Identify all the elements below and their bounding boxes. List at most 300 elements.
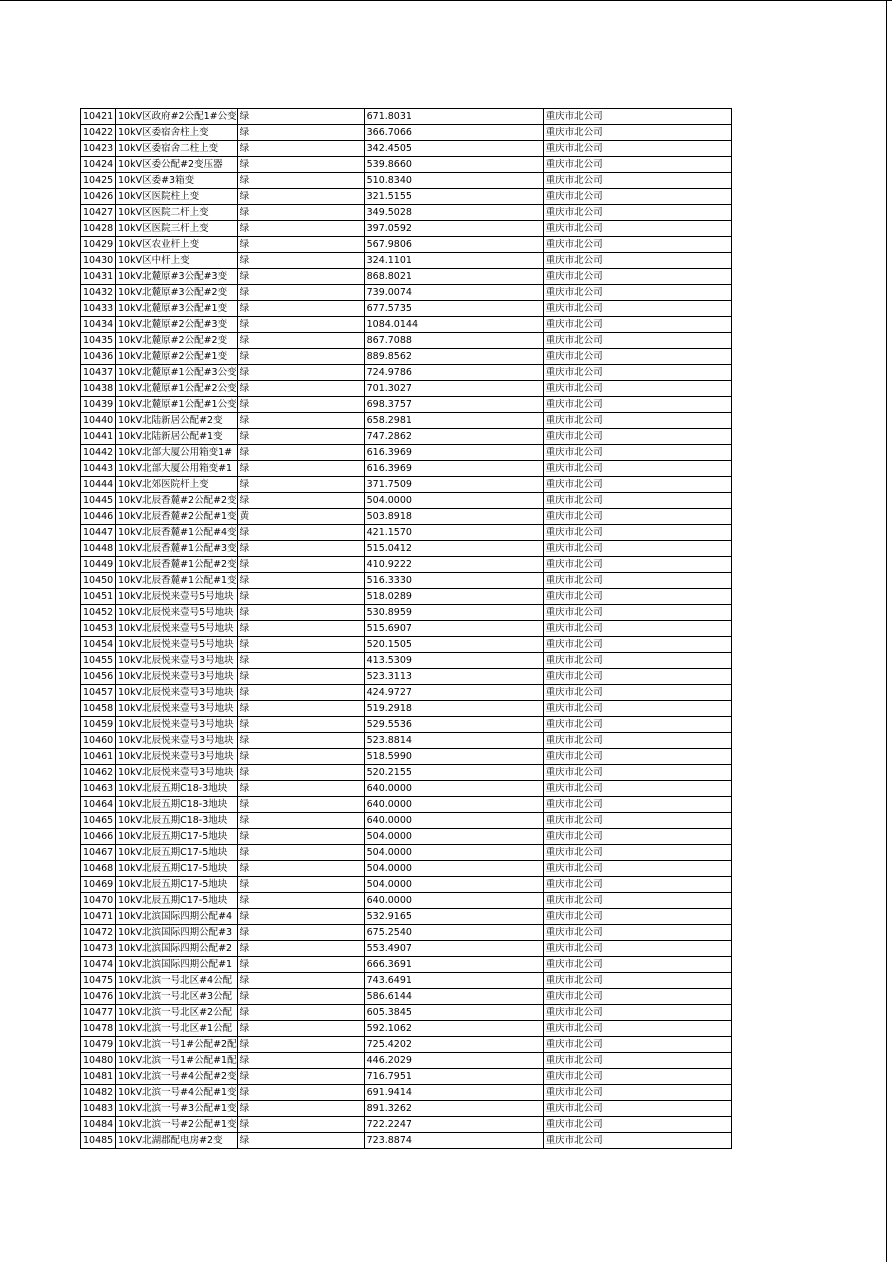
device-name-cell: 10kV北麓原#2公配#1变 (116, 349, 238, 365)
value-cell: 722.2247 (364, 1117, 543, 1133)
device-name-cell: 10kV北辰悦来壹号3号地块 (116, 653, 238, 669)
table-row (81, 1133, 732, 1149)
value-cell: 867.7088 (364, 333, 543, 349)
value-cell: 640.0000 (364, 781, 543, 797)
device-name-cell: 10kV北辰香麓#1公配#1变 (116, 573, 238, 589)
row-id-cell: 10436 (81, 349, 116, 365)
table-row (81, 1037, 732, 1053)
status-color-cell: 绿 (237, 301, 364, 317)
table-row (81, 317, 732, 333)
status-color-cell: 绿 (237, 813, 364, 829)
device-name-cell: 10kV北部大厦公用箱变1# (116, 445, 238, 461)
row-id-cell: 10468 (81, 861, 116, 877)
row-id-cell: 10483 (81, 1101, 116, 1117)
company-cell: 重庆市北公司 (543, 221, 731, 237)
row-id-cell: 10481 (81, 1069, 116, 1085)
device-name-cell: 10kV北辰悦来壹号3号地块 (116, 669, 238, 685)
row-id-cell: 10466 (81, 829, 116, 845)
device-name-cell: 10kV北陆新居公配#2变 (116, 413, 238, 429)
value-cell: 586.6144 (364, 989, 543, 1005)
status-color-cell: 绿 (237, 701, 364, 717)
table-row (81, 269, 732, 285)
table-row (81, 685, 732, 701)
value-cell: 539.8660 (364, 157, 543, 173)
device-name-cell: 10kV北辰悦来壹号5号地块 (116, 589, 238, 605)
table-body (81, 109, 732, 1149)
status-color-cell: 绿 (237, 525, 364, 541)
table-row (81, 461, 732, 477)
device-name-cell: 10kV北辰悦来壹号5号地块 (116, 621, 238, 637)
company-cell: 重庆市北公司 (543, 813, 731, 829)
company-cell: 重庆市北公司 (543, 525, 731, 541)
table-row (81, 509, 732, 525)
value-cell: 677.5735 (364, 301, 543, 317)
table-row (81, 445, 732, 461)
row-id-cell: 10437 (81, 365, 116, 381)
status-color-cell: 绿 (237, 877, 364, 893)
device-name-cell: 10kV北辰香麓#2公配#1变 (116, 509, 238, 525)
table-row (81, 157, 732, 173)
company-cell: 重庆市北公司 (543, 1101, 731, 1117)
device-name-cell: 10kV北辰香麓#1公配#3变 (116, 541, 238, 557)
row-id-cell: 10459 (81, 717, 116, 733)
value-cell: 640.0000 (364, 797, 543, 813)
status-color-cell: 绿 (237, 1085, 364, 1101)
status-color-cell: 绿 (237, 253, 364, 269)
device-name-cell: 10kV区委宿舍二柱上变 (116, 141, 238, 157)
row-id-cell: 10435 (81, 333, 116, 349)
company-cell: 重庆市北公司 (543, 1069, 731, 1085)
table-row (81, 1021, 732, 1037)
value-cell: 640.0000 (364, 893, 543, 909)
row-id-cell: 10476 (81, 989, 116, 1005)
status-color-cell: 绿 (237, 1037, 364, 1053)
value-cell: 413.5309 (364, 653, 543, 669)
value-cell: 366.7066 (364, 125, 543, 141)
company-cell: 重庆市北公司 (543, 781, 731, 797)
status-color-cell: 绿 (237, 605, 364, 621)
value-cell: 342.4505 (364, 141, 543, 157)
table-row (81, 173, 732, 189)
value-cell: 504.0000 (364, 877, 543, 893)
value-cell: 519.2918 (364, 701, 543, 717)
status-color-cell: 绿 (237, 989, 364, 1005)
company-cell: 重庆市北公司 (543, 413, 731, 429)
value-cell: 349.5028 (364, 205, 543, 221)
status-color-cell: 绿 (237, 589, 364, 605)
company-cell: 重庆市北公司 (543, 1117, 731, 1133)
device-name-cell: 10kV北陆新居公配#1变 (116, 429, 238, 445)
status-color-cell: 绿 (237, 397, 364, 413)
table-row (81, 813, 732, 829)
value-cell: 891.3262 (364, 1101, 543, 1117)
device-name-cell: 10kV北辰五期C17-5地块 (116, 893, 238, 909)
status-color-cell: 绿 (237, 717, 364, 733)
value-cell: 675.2540 (364, 925, 543, 941)
status-color-cell: 绿 (237, 925, 364, 941)
value-cell: 592.1062 (364, 1021, 543, 1037)
company-cell: 重庆市北公司 (543, 1005, 731, 1021)
company-cell: 重庆市北公司 (543, 349, 731, 365)
status-color-cell: 绿 (237, 893, 364, 909)
status-color-cell: 绿 (237, 861, 364, 877)
status-color-cell: 绿 (237, 269, 364, 285)
device-name-cell: 10kV北滨国际四期公配#3 (116, 925, 238, 941)
company-cell: 重庆市北公司 (543, 941, 731, 957)
table-row (81, 189, 732, 205)
device-name-cell: 10kV北麓原#3公配#3变 (116, 269, 238, 285)
value-cell: 698.3757 (364, 397, 543, 413)
table-row (81, 381, 732, 397)
table-row (81, 1053, 732, 1069)
table-row (81, 1069, 732, 1085)
value-cell: 523.3113 (364, 669, 543, 685)
table-row (81, 733, 732, 749)
company-cell: 重庆市北公司 (543, 301, 731, 317)
value-cell: 518.5990 (364, 749, 543, 765)
device-name-cell: 10kV北麓原#1公配#1公变 (116, 397, 238, 413)
row-id-cell: 10426 (81, 189, 116, 205)
device-name-cell: 10kV区中杆上变 (116, 253, 238, 269)
company-cell: 重庆市北公司 (543, 925, 731, 941)
value-cell: 324.1101 (364, 253, 543, 269)
company-cell: 重庆市北公司 (543, 797, 731, 813)
company-cell: 重庆市北公司 (543, 461, 731, 477)
row-id-cell: 10460 (81, 733, 116, 749)
row-id-cell: 10441 (81, 429, 116, 445)
top-border-line (0, 0, 892, 1)
device-name-cell: 10kV北滨一号北区#3公配 (116, 989, 238, 1005)
device-name-cell: 10kV北滨国际四期公配#4 (116, 909, 238, 925)
device-name-cell: 10kV北麓原#2公配#2变 (116, 333, 238, 349)
device-name-cell: 10kV区农业杆上变 (116, 237, 238, 253)
value-cell: 515.0412 (364, 541, 543, 557)
table-row (81, 765, 732, 781)
status-color-cell: 绿 (237, 845, 364, 861)
device-name-cell: 10kV北麓原#2公配#3变 (116, 317, 238, 333)
company-cell: 重庆市北公司 (543, 765, 731, 781)
table-row (81, 973, 732, 989)
status-color-cell: 绿 (237, 365, 364, 381)
right-border-line (886, 0, 887, 1262)
table-row (81, 1005, 732, 1021)
status-color-cell: 绿 (237, 125, 364, 141)
value-cell: 739.0074 (364, 285, 543, 301)
company-cell: 重庆市北公司 (543, 621, 731, 637)
device-name-cell: 10kV北滨一号北区#1公配 (116, 1021, 238, 1037)
table-row (81, 893, 732, 909)
company-cell: 重庆市北公司 (543, 365, 731, 381)
status-color-cell: 绿 (237, 749, 364, 765)
value-cell: 868.8021 (364, 269, 543, 285)
device-name-cell: 10kV北辰悦来壹号3号地块 (116, 717, 238, 733)
company-cell: 重庆市北公司 (543, 1037, 731, 1053)
status-color-cell: 绿 (237, 349, 364, 365)
value-cell: 516.3330 (364, 573, 543, 589)
company-cell: 重庆市北公司 (543, 141, 731, 157)
value-cell: 504.0000 (364, 493, 543, 509)
company-cell: 重庆市北公司 (543, 637, 731, 653)
value-cell: 523.8814 (364, 733, 543, 749)
status-color-cell: 绿 (237, 173, 364, 189)
company-cell: 重庆市北公司 (543, 509, 731, 525)
row-id-cell: 10451 (81, 589, 116, 605)
table-row (81, 1085, 732, 1101)
row-id-cell: 10463 (81, 781, 116, 797)
table-row (81, 749, 732, 765)
value-cell: 504.0000 (364, 829, 543, 845)
value-cell: 666.3691 (364, 957, 543, 973)
status-color-cell: 绿 (237, 381, 364, 397)
row-id-cell: 10448 (81, 541, 116, 557)
table-row (81, 237, 732, 253)
value-cell: 410.9222 (364, 557, 543, 573)
value-cell: 510.8340 (364, 173, 543, 189)
value-cell: 616.3969 (364, 445, 543, 461)
device-name-cell: 10kV北滨国际四期公配#1 (116, 957, 238, 973)
company-cell: 重庆市北公司 (543, 541, 731, 557)
row-id-cell: 10461 (81, 749, 116, 765)
company-cell: 重庆市北公司 (543, 829, 731, 845)
value-cell: 421.1570 (364, 525, 543, 541)
row-id-cell: 10484 (81, 1117, 116, 1133)
device-name-cell: 10kV区委#3箱变 (116, 173, 238, 189)
status-color-cell: 绿 (237, 1101, 364, 1117)
row-id-cell: 10450 (81, 573, 116, 589)
device-name-cell: 10kV北滨一号北区#4公配 (116, 973, 238, 989)
device-name-cell: 10kV北辰悦来壹号3号地块 (116, 765, 238, 781)
company-cell: 重庆市北公司 (543, 893, 731, 909)
row-id-cell: 10473 (81, 941, 116, 957)
device-name-cell: 10kV区政府#2公配1#公变 (116, 109, 238, 125)
company-cell: 重庆市北公司 (543, 989, 731, 1005)
row-id-cell: 10470 (81, 893, 116, 909)
device-name-cell: 10kV北麓原#1公配#2公变 (116, 381, 238, 397)
row-id-cell: 10455 (81, 653, 116, 669)
value-cell: 716.7951 (364, 1069, 543, 1085)
row-id-cell: 10422 (81, 125, 116, 141)
device-name-cell: 10kV北麓原#3公配#1变 (116, 301, 238, 317)
device-name-cell: 10kV北辰五期C18-3地块 (116, 781, 238, 797)
device-name-cell: 10kV北辰五期C17-5地块 (116, 861, 238, 877)
table-row (81, 989, 732, 1005)
device-name-cell: 10kV北滨一号#2公配#1变 (116, 1117, 238, 1133)
table-row (81, 605, 732, 621)
status-color-cell: 绿 (237, 685, 364, 701)
device-name-cell: 10kV北辰香麓#1公配#2变 (116, 557, 238, 573)
row-id-cell: 10485 (81, 1133, 116, 1149)
company-cell: 重庆市北公司 (543, 733, 731, 749)
row-id-cell: 10480 (81, 1053, 116, 1069)
status-color-cell: 绿 (237, 493, 364, 509)
value-cell: 424.9727 (364, 685, 543, 701)
status-color-cell: 绿 (237, 1069, 364, 1085)
device-name-cell: 10kV北辰香麓#2公配#2变 (116, 493, 238, 509)
status-color-cell: 绿 (237, 237, 364, 253)
status-color-cell: 绿 (237, 765, 364, 781)
status-color-cell: 绿 (237, 141, 364, 157)
value-cell: 723.8874 (364, 1133, 543, 1149)
status-color-cell: 绿 (237, 973, 364, 989)
table-row (81, 349, 732, 365)
table-row (81, 525, 732, 541)
device-name-cell: 10kV北辰悦来壹号3号地块 (116, 733, 238, 749)
table-row (81, 701, 732, 717)
status-color-cell: 绿 (237, 1133, 364, 1149)
company-cell: 重庆市北公司 (543, 573, 731, 589)
company-cell: 重庆市北公司 (543, 205, 731, 221)
value-cell: 691.9414 (364, 1085, 543, 1101)
device-name-cell: 10kV北辰五期C17-5地块 (116, 845, 238, 861)
company-cell: 重庆市北公司 (543, 909, 731, 925)
company-cell: 重庆市北公司 (543, 1133, 731, 1149)
row-id-cell: 10452 (81, 605, 116, 621)
row-id-cell: 10424 (81, 157, 116, 173)
company-cell: 重庆市北公司 (543, 605, 731, 621)
status-color-cell: 绿 (237, 909, 364, 925)
table-row (81, 1101, 732, 1117)
value-cell: 743.6491 (364, 973, 543, 989)
row-id-cell: 10421 (81, 109, 116, 125)
device-name-cell: 10kV北辰悦来壹号5号地块 (116, 605, 238, 621)
company-cell: 重庆市北公司 (543, 653, 731, 669)
row-id-cell: 10472 (81, 925, 116, 941)
value-cell: 518.0289 (364, 589, 543, 605)
table-row (81, 621, 732, 637)
value-cell: 530.8959 (364, 605, 543, 621)
status-color-cell: 绿 (237, 941, 364, 957)
table-row (81, 717, 732, 733)
value-cell: 503.8918 (364, 509, 543, 525)
row-id-cell: 10467 (81, 845, 116, 861)
device-name-cell: 10kV北湖郡配电房#2变 (116, 1133, 238, 1149)
table-row (81, 957, 732, 973)
table-row (81, 477, 732, 493)
row-id-cell: 10429 (81, 237, 116, 253)
company-cell: 重庆市北公司 (543, 589, 731, 605)
device-name-cell: 10kV区医院柱上变 (116, 189, 238, 205)
table-row (81, 797, 732, 813)
device-name-cell: 10kV北辰悦来壹号3号地块 (116, 749, 238, 765)
table-row (81, 637, 732, 653)
row-id-cell: 10475 (81, 973, 116, 989)
row-id-cell: 10454 (81, 637, 116, 653)
table-row (81, 301, 732, 317)
table-row (81, 285, 732, 301)
data-table (80, 108, 732, 1149)
row-id-cell: 10458 (81, 701, 116, 717)
device-name-cell: 10kV北辰五期C18-3地块 (116, 813, 238, 829)
row-id-cell: 10464 (81, 797, 116, 813)
row-id-cell: 10425 (81, 173, 116, 189)
status-color-cell: 绿 (237, 797, 364, 813)
table-row (81, 877, 732, 893)
status-color-cell: 绿 (237, 1053, 364, 1069)
row-id-cell: 10477 (81, 1005, 116, 1021)
company-cell: 重庆市北公司 (543, 429, 731, 445)
company-cell: 重庆市北公司 (543, 957, 731, 973)
company-cell: 重庆市北公司 (543, 269, 731, 285)
company-cell: 重庆市北公司 (543, 189, 731, 205)
value-cell: 889.8562 (364, 349, 543, 365)
table-row (81, 1117, 732, 1133)
row-id-cell: 10433 (81, 301, 116, 317)
row-id-cell: 10430 (81, 253, 116, 269)
value-cell: 529.5536 (364, 717, 543, 733)
row-id-cell: 10446 (81, 509, 116, 525)
value-cell: 504.0000 (364, 845, 543, 861)
row-id-cell: 10438 (81, 381, 116, 397)
table-row (81, 941, 732, 957)
row-id-cell: 10428 (81, 221, 116, 237)
row-id-cell: 10457 (81, 685, 116, 701)
value-cell: 671.8031 (364, 109, 543, 125)
device-name-cell: 10kV北辰悦来壹号3号地块 (116, 685, 238, 701)
device-name-cell: 10kV北滨一号北区#2公配 (116, 1005, 238, 1021)
table-row (81, 829, 732, 845)
table-row (81, 109, 732, 125)
device-name-cell: 10kV北麓原#1公配#3公变 (116, 365, 238, 381)
table-row (81, 589, 732, 605)
status-color-cell: 绿 (237, 189, 364, 205)
device-name-cell: 10kV北辰香麓#1公配#4变 (116, 525, 238, 541)
table-row (81, 845, 732, 861)
device-name-cell: 10kV北滨一号#4公配#2变 (116, 1069, 238, 1085)
table-row (81, 861, 732, 877)
company-cell: 重庆市北公司 (543, 557, 731, 573)
status-color-cell: 绿 (237, 1021, 364, 1037)
status-color-cell: 绿 (237, 781, 364, 797)
row-id-cell: 10439 (81, 397, 116, 413)
row-id-cell: 10427 (81, 205, 116, 221)
company-cell: 重庆市北公司 (543, 685, 731, 701)
company-cell: 重庆市北公司 (543, 285, 731, 301)
company-cell: 重庆市北公司 (543, 669, 731, 685)
value-cell: 515.6907 (364, 621, 543, 637)
value-cell: 446.2029 (364, 1053, 543, 1069)
device-name-cell: 10kV北滨国际四期公配#2 (116, 941, 238, 957)
row-id-cell: 10431 (81, 269, 116, 285)
status-color-cell: 绿 (237, 557, 364, 573)
value-cell: 520.2155 (364, 765, 543, 781)
status-color-cell: 绿 (237, 733, 364, 749)
status-color-cell: 黄 (237, 509, 364, 525)
status-color-cell: 绿 (237, 637, 364, 653)
row-id-cell: 10478 (81, 1021, 116, 1037)
company-cell: 重庆市北公司 (543, 717, 731, 733)
table-row (81, 141, 732, 157)
row-id-cell: 10471 (81, 909, 116, 925)
company-cell: 重庆市北公司 (543, 1085, 731, 1101)
company-cell: 重庆市北公司 (543, 1053, 731, 1069)
company-cell: 重庆市北公司 (543, 157, 731, 173)
value-cell: 616.3969 (364, 461, 543, 477)
device-name-cell: 10kV北郊医院杆上变 (116, 477, 238, 493)
table-row (81, 333, 732, 349)
company-cell: 重庆市北公司 (543, 493, 731, 509)
device-name-cell: 10kV北辰悦来壹号5号地块 (116, 637, 238, 653)
row-id-cell: 10432 (81, 285, 116, 301)
value-cell: 747.2862 (364, 429, 543, 445)
status-color-cell: 绿 (237, 413, 364, 429)
company-cell: 重庆市北公司 (543, 253, 731, 269)
company-cell: 重庆市北公司 (543, 845, 731, 861)
row-id-cell: 10479 (81, 1037, 116, 1053)
value-cell: 520.1505 (364, 637, 543, 653)
table-row (81, 221, 732, 237)
value-cell: 553.4907 (364, 941, 543, 957)
status-color-cell: 绿 (237, 157, 364, 173)
